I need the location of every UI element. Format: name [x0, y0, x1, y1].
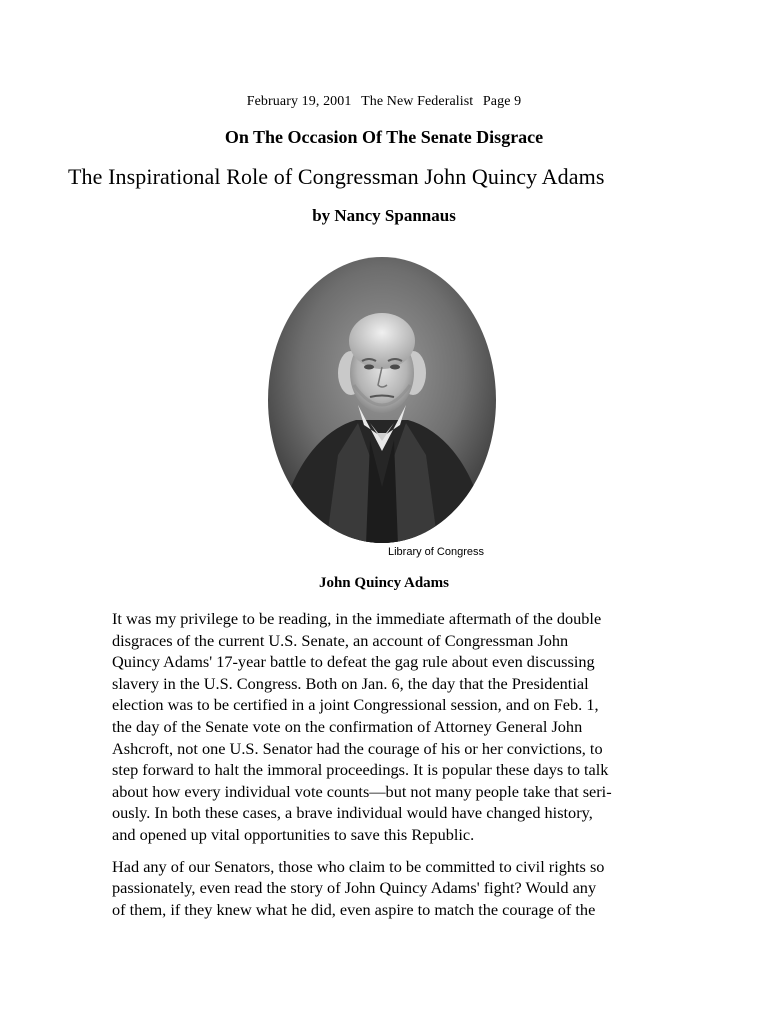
text-line: of them, if they knew what he did, even aspire to match the courage of the: [112, 899, 596, 919]
paragraph: [112, 608, 658, 846]
header-date: February 19, 2001: [246, 94, 352, 109]
text-line: the day of the Senate vote on the confirmation of Attorney General John: [112, 716, 583, 736]
text-line: ously. In both these cases, a brave individual would have changed history,: [112, 803, 593, 823]
photo-credit: Library of Congress: [388, 546, 484, 558]
text-line: passionately, even read the story of John Quincy Adams' fight? Would any: [112, 878, 597, 898]
paragraph: [112, 856, 658, 921]
portrait-engraving: [266, 255, 498, 545]
text-line: election was to be certified in a joint Congressional session, and on Feb. 1,: [112, 695, 599, 715]
article-body: [112, 608, 658, 930]
header-publication: The New Federalist: [361, 94, 474, 109]
text-line: Had any of our Senators, those who claim to be committed to civil rights so: [112, 856, 605, 876]
text-line: step forward to halt the immoral proceedings. It is popular these days to talk: [112, 760, 609, 780]
text-line: disgraces of the current U.S. Senate, an account of Congressman John: [112, 630, 569, 650]
text-line: Ashcroft, not one U.S. Senator had the courage of his or her convictions, to: [112, 738, 603, 758]
portrait-image: [266, 255, 498, 545]
article-kicker: On The Occasion Of The Senate Disgrace: [224, 127, 544, 147]
running-header: [0, 94, 768, 110]
text-line: It was my privilege to be reading, in the immediate aftermath of the double: [112, 609, 602, 628]
figure-caption: John Quincy Adams: [318, 575, 450, 591]
article-title: The Inspirational Role of Congressman John Quincy Adams: [68, 164, 605, 189]
text-line: Quincy Adams' 17-year battle to defeat the gag rule about even discussing: [112, 652, 595, 672]
text-line: and opened up vital opportunities to save this Republic.: [112, 824, 475, 844]
article-byline: by Nancy Spannaus: [312, 206, 456, 225]
header-page-number: Page 9: [482, 94, 522, 109]
text-line: about how every individual vote counts—but not many people take that seri-: [112, 781, 612, 801]
text-line: slavery in the U.S. Congress. Both on Jan. 6, the day that the Presidential: [112, 673, 589, 693]
